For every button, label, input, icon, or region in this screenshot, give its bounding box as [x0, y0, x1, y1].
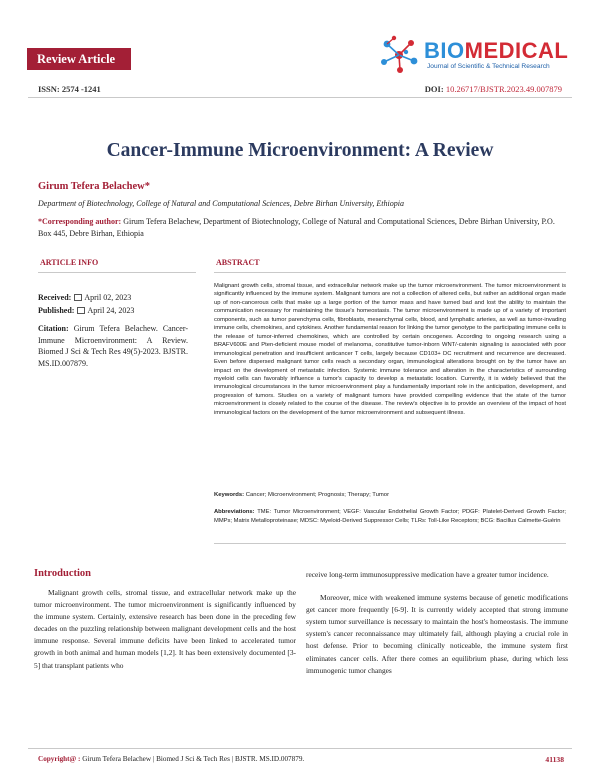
footer-copyright [38, 755, 304, 763]
corresponding-author [38, 216, 558, 239]
calendar-icon [74, 294, 82, 301]
published-value: April 24, 2023 [87, 306, 135, 315]
received-value: April 02, 2023 [84, 293, 132, 302]
logo-wordmark [424, 40, 568, 62]
logo-medical-text: MEDICAL [464, 38, 569, 63]
journal-logo[interactable] [378, 34, 578, 78]
logo-bio-text: BIO [424, 38, 465, 63]
introduction-paragraph-1: Malignant growth cells, stromal tissue, and extracellular network make up the tumor microenvironment. The tumor microenvironment is significantly influenced by the immune system. Certainly, extensive research has been done in the preceding few decades on the puzzling relationship between malignant development cells and the host immune response. Several immune deficits have been linked to accelerated tumor growth in both animal and human models [1,2]. It has been extensively documented [3-5] that transplant patients who [34, 588, 296, 670]
corresponding-label: *Corresponding author: [38, 217, 122, 226]
abstract-text: Malignant growth cells, stromal tissue, and extracellular network make up the tumor microenvironment. The tumor microenvironment is significantly influenced by the immune system. Malignant tumors are not a collection of altered cells, but rather an additional organ made up of non-cancerous cells that make up a large portion of the tumor mass and have turned bad and lost the ability to maintain the communication necessary for maintaining the tissue's homeostasis. The tumor microenvironment is made up of a variety of important components, such as tumor parenchyma cells, fibroblasts, mesenchymal cells, blood, and lymphatic arteries, as well as tumor-invading immune cells, chemokines, and cytokines. Another fundamental reason for linking the tumor genotype to the participating immune cells is the release of tumor-inferred chemokines, which are controlled by certain oncogenes. According to ongoing research using a BRAFV600E and Pten-deficient mouse model of melanoma, constitutive tumor-inborn WNT/-catenin signaling is associated with poor immunological penetration and insufficient anticancer T cells, largely because CD103+ DC recruitment and recurrence are decreased. Even before dispersed malignant tumor cells reach a secondary organ, immunological alterations brought on by the tumor have an impact on the development of metastatic infection. Systemic immune tolerance and alteration in the characteristics of surrounding myeloid cells can favorably influence a tumor's capacity to develop a metastatic location. Currently, it is widely believed that the immunological circumstances in the tumor microenvironment play a fundamentally important role in the anticipation, development, and progression of tumors. Studies on a variety of malignant tumors have provided compelling evidence that the state of the tumor microenvironment is closely related to the course of the disease. The review's objective is to provide an overview of the impact of host immunological factors on the development of the tumor microenvironment and subsequent illness. [214, 283, 566, 416]
molecule-logo-icon [378, 34, 420, 76]
author-name: Girum Tefera Belachew* [38, 181, 150, 192]
keywords [214, 492, 566, 498]
footer-divider [28, 748, 572, 749]
header-divider [28, 97, 572, 98]
abbreviations [214, 508, 566, 525]
keywords-text: Cancer; Microenvironment; Prognosis; Therapy; Tumor [244, 492, 390, 498]
published-label: Published: [38, 306, 75, 315]
copyright-label: Copyright@ : [38, 755, 81, 763]
introduction-heading: Introduction [34, 568, 91, 579]
doi-label: DOI: [424, 84, 444, 94]
citation [38, 323, 188, 369]
abbreviations-text: TME: Tumor Microenvironment; VEGF: Vascular Endothelial Growth Factor; PDGF: Platelet-Derived Growth Factor; MMPs; Matrix Metalloproteinase; MDSC: Myeloid-Derived Suppressor Cells; TLRs: Toll-Like Receptors; BCG: Bacillus Calmette-Guérin [214, 509, 566, 524]
keywords-label: Keywords: [214, 492, 245, 498]
introduction-paragraph-continued: receive long-term immunosuppressive medication have a greater tumor incidence. [306, 570, 549, 579]
citation-label: Citation: [38, 324, 69, 333]
abstract-heading: ABSTRACT [214, 258, 566, 273]
introduction-left-column [34, 587, 296, 672]
logo-subtitle: Journal of Scientific & Technical Research [427, 63, 550, 70]
article-info-heading: ARTICLE INFO [38, 258, 196, 273]
corresponding-text: Girum Tefera Belachew, Department of Biotechnology, College of Natural and Computational Sciences, Debre Birhan University, P.O. Box 445, Debre Birhan, Ethiopia [38, 217, 555, 238]
published-date [38, 306, 134, 315]
doi [425, 84, 562, 94]
received-label: Received: [38, 293, 72, 302]
doi-link[interactable]: 10.26717/BJSTR.2023.49.007879 [443, 84, 562, 94]
introduction-right-column [306, 569, 568, 677]
issn: ISSN: 2574 -1241 [38, 84, 101, 94]
abstract-divider [214, 543, 566, 544]
page-number: 41138 [545, 755, 564, 764]
author-affiliation: Department of Biotechnology, College of Natural and Computational Sciences, Debre Birhan University, Ethiopia [38, 199, 404, 208]
received-date [38, 293, 131, 302]
abbreviations-label: Abbreviations: [214, 509, 255, 515]
copyright-text: Girum Tefera Belachew | Biomed J Sci & Tech Res | BJSTR. MS.ID.007879. [80, 755, 305, 763]
article-type-banner: Review Article [27, 48, 131, 70]
calendar-icon [77, 307, 85, 314]
introduction-paragraph-2: Moreover, mice with weakened immune systems because of genetic modifications get cancer more frequently [6-9]. It is currently widely accepted that strong immune system tumor surveillance is necessary to maintain the host's homeostasis. The immune system's cancer reconnaissance may ultimately fail, although playing a crucial role in host defense. Prior to becoming clinically noticeable, the immune system first eliminates cancer cells. After there comes an equilibrium phase, during which less immunogenic tumor changes [306, 593, 568, 675]
citation-text: Girum Tefera Belachew. Cancer-Immune Microenvironment: A Review. Biomed J Sci & Tech Res 49(5)-2023. BJSTR. MS.ID.007879. [38, 324, 188, 368]
article-title: Cancer-Immune Microenvironment: A Review [106, 140, 494, 161]
